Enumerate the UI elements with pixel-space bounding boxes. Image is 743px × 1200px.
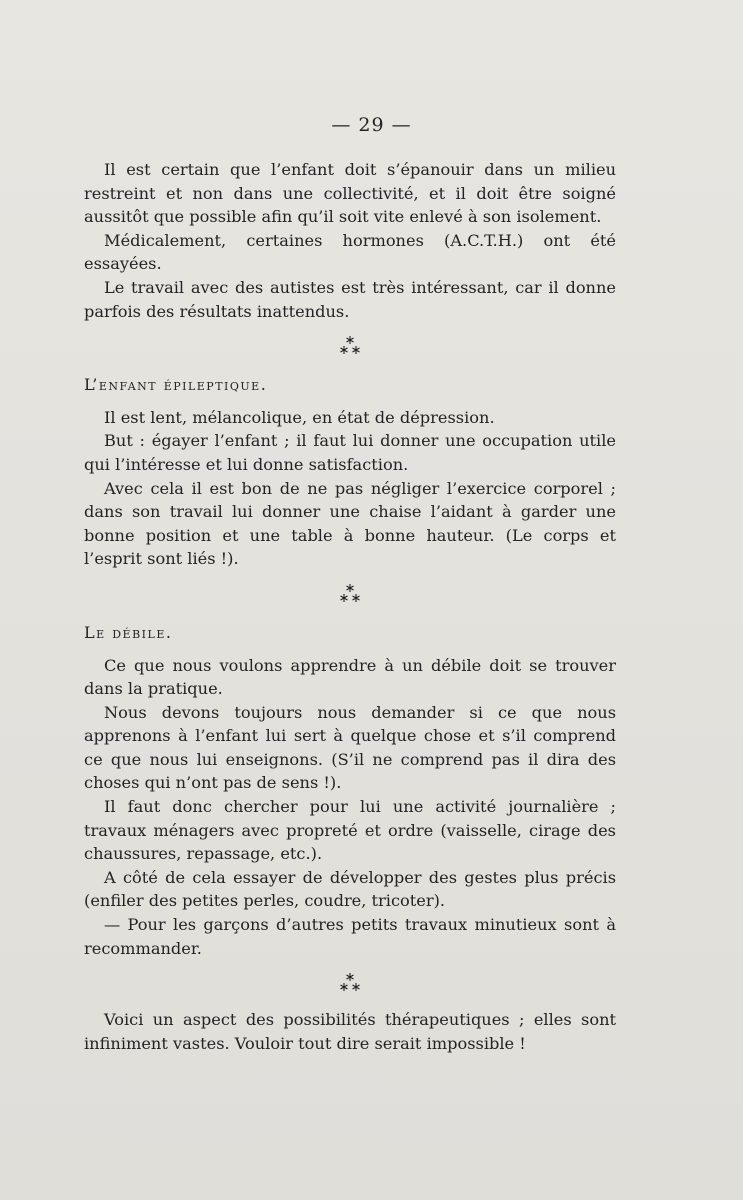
paragraph: — Pour les garçons d’autres petits travaux minutieux sont à recommander. (84, 915, 616, 958)
paragraph: Ce que nous voulons apprendre à un débile doit se trouver dans la pratique. (84, 655, 616, 699)
paragraph: But : égayer l’enfant ; il faut lui donner une occupation utile qui l’intéresse et lui donne satisfaction. (84, 431, 616, 474)
section-heading-debile: Le débile. (84, 622, 173, 642)
paragraph: Il est lent, mélancolique, en état de dépression. (104, 407, 495, 427)
asterism-icon (336, 333, 364, 359)
paragraph: Avec cela il est bon de ne pas négliger l’exercice corporel ; dans son travail lui donner une chaise l’aidant à garder une bonne position et une table à bonne hauteur. (Le corps et l’esprit sont liés !). (84, 478, 616, 569)
section-divider (84, 323, 616, 369)
paragraph: Il est certain que l’enfant doit s’épanouir dans un milieu restreint et non dans une collectivité, et il doit être soigné aussitôt que possible afin qu’il soit vite enlevé à son isolement. (84, 160, 616, 227)
paragraph: Nous devons toujours nous demander si ce que nous apprenons à l’enfant lui sert à quelque chose et s’il comprend ce que nous lui enseignons. (S’il ne comprend pas il dira des choses qui n’ont pas de sens !). (84, 702, 616, 793)
asterism-icon (336, 970, 364, 996)
section-heading-epileptique: L’enfant épileptique. (84, 375, 268, 395)
asterism-icon (336, 581, 364, 607)
section-divider (84, 571, 616, 617)
page-body (84, 158, 616, 1055)
paragraph: A côté de cela essayer de développer des gestes plus précis (enfiler des petites perles, coudre, tricoter). (84, 867, 616, 911)
paragraph: Médicalement, certaines hormones (A.C.T.H.) ont été essayées. (84, 230, 616, 274)
paragraph: Le travail avec des autistes est très intéressant, car il donne parfois des résultats inattendus. (84, 277, 616, 321)
section-divider (84, 960, 616, 1006)
paragraph: Il faut donc chercher pour lui une activité journalière ; travaux ménagers avec propreté et ordre (vaisselle, cirage des chaussures, repassage, etc.). (84, 797, 616, 864)
page-number: — 29 — (331, 114, 412, 136)
conclusion-paragraph: Voici un aspect des possibilités thérapeutiques ; elles sont infiniment vastes. Vouloir tout dire serait impossible ! (84, 1010, 616, 1053)
